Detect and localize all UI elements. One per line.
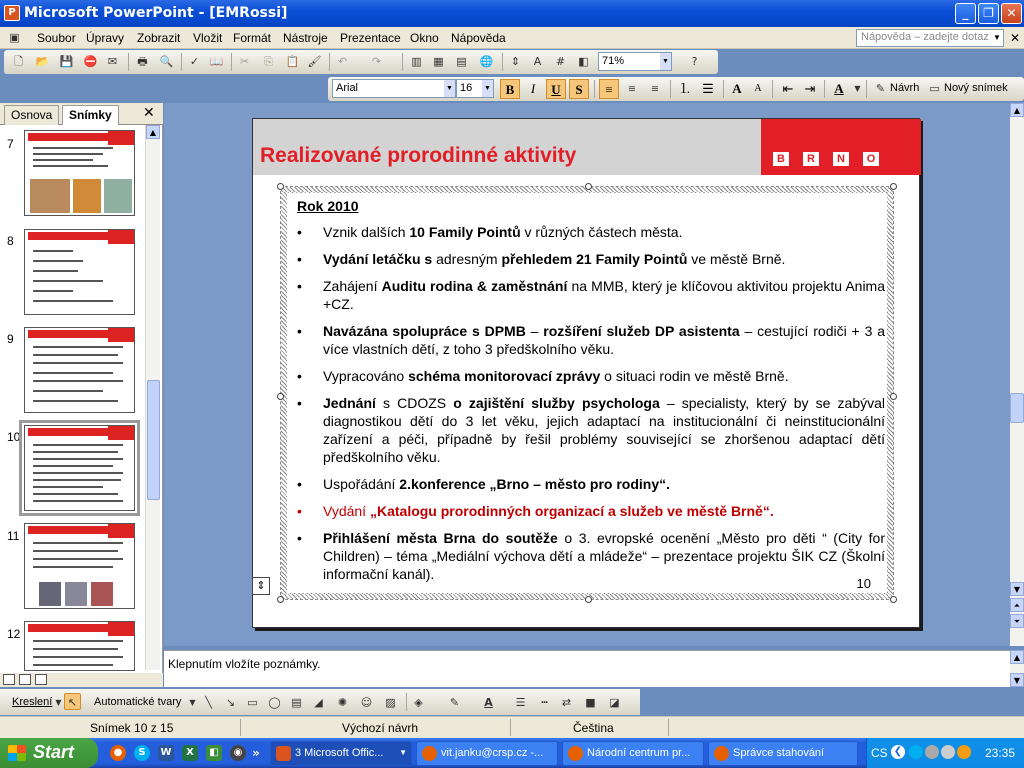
firefox-icon — [422, 746, 437, 761]
dropdown-arrow-icon[interactable]: ▼ — [660, 53, 671, 70]
help-placeholder: Nápověda – zadejte dotaz — [861, 31, 989, 43]
menu-upravy[interactable]: Úpravy — [86, 31, 125, 45]
menu-format[interactable]: Formát — [233, 31, 272, 45]
slide-thumbnail-8[interactable] — [24, 229, 135, 315]
notes-pane[interactable] — [164, 650, 1010, 687]
open-icon[interactable]: 📂 — [35, 55, 50, 68]
resize-handle[interactable] — [585, 596, 592, 603]
separator — [128, 53, 129, 71]
slide-title[interactable]: Realizované prorodinné aktivity — [260, 144, 577, 167]
separator — [402, 53, 403, 71]
diagram-icon[interactable]: ✺ — [337, 696, 348, 709]
bullet-item — [297, 223, 885, 241]
text: v různých částech města. — [520, 224, 683, 240]
text: o 3. evropské ocenění „Město pro děti “ (City for Children) – téma „Mediální výchova dětí a mládeže“ – prezentace projektu ŠIK CZ (Školní informační kanál). — [323, 530, 885, 582]
line-color-icon[interactable]: ✎ — [449, 696, 460, 709]
arrow-style-icon[interactable]: ⇄ — [561, 696, 572, 709]
taskbar-item-powerpoint[interactable]: 3 Microsoft Offic... ▼ — [270, 741, 412, 766]
bold-text: Vydání letáčku s — [323, 251, 433, 267]
resize-handle[interactable] — [277, 596, 284, 603]
slideshow-view-icon[interactable] — [35, 674, 47, 685]
bold-text: schéma monitorovací zprávy — [408, 368, 601, 384]
scroll-down-icon[interactable]: ▼ — [1010, 673, 1024, 687]
document-icon[interactable]: ▣ — [9, 31, 20, 44]
slide-number: 10 — [7, 430, 21, 444]
resize-handle[interactable] — [890, 183, 897, 190]
menu-nastroje[interactable]: Nástroje — [283, 31, 328, 45]
start-label: Start — [33, 742, 75, 762]
separator — [502, 53, 503, 71]
slide-number: 8 — [7, 234, 14, 248]
separator — [723, 80, 724, 98]
year-heading: Rok 2010 — [297, 198, 359, 214]
text: adresným — [432, 251, 502, 267]
bold-text: o zajištění služby psychologa — [453, 395, 660, 411]
menu-okno[interactable]: Okno — [410, 31, 439, 45]
windows-logo-icon — [8, 745, 26, 761]
slide-number: 7 — [7, 137, 14, 151]
desktop-icon[interactable]: ◧ — [206, 745, 222, 761]
zoom-select[interactable] — [598, 52, 672, 71]
separator — [231, 53, 232, 71]
dropdown-arrow-icon[interactable]: ▼ — [55, 698, 62, 707]
oval-icon[interactable]: ◯ — [268, 696, 281, 709]
bold-text: Jednání — [323, 395, 376, 411]
content-text-box[interactable] — [281, 187, 893, 599]
bullet-item — [297, 475, 885, 493]
research-icon[interactable]: 📖 — [209, 55, 224, 68]
underline-button[interactable]: U — [546, 79, 566, 99]
menu-vlozit[interactable]: Vložit — [193, 31, 223, 45]
bold-text: „Katalogu prorodinných organizací a služeb ve městě Brně“. — [369, 503, 774, 519]
antivirus-icon[interactable] — [957, 745, 971, 759]
font-select[interactable] — [332, 79, 456, 98]
align-center-icon[interactable]: ≡ — [628, 81, 636, 96]
dropdown-arrow-icon[interactable]: ▼ — [444, 80, 455, 97]
resize-handle[interactable] — [890, 596, 897, 603]
volume-icon[interactable] — [941, 745, 955, 759]
menu-napoveda[interactable]: Nápověda — [451, 31, 506, 45]
permission-icon[interactable]: ⛔ — [83, 55, 98, 68]
taskbar-item-email[interactable]: vit.janku@crsp.cz -... — [416, 741, 558, 766]
standard-toolbar — [4, 50, 718, 74]
picture-icon[interactable]: ▨ — [385, 696, 396, 709]
system-tray — [866, 738, 1024, 768]
font-color-icon[interactable]: A — [484, 696, 493, 709]
autoshapes-menu-button[interactable]: Automatické tvary — [94, 696, 182, 708]
shadow-style-icon[interactable]: ■ — [585, 696, 596, 709]
design-icon[interactable]: ✎ — [875, 82, 886, 95]
wordart-icon[interactable]: ◢ — [314, 696, 323, 709]
scroll-up-icon[interactable]: ▲ — [1010, 103, 1024, 117]
design-button[interactable]: Návrh — [890, 82, 920, 94]
font-size-select[interactable] — [456, 79, 494, 98]
scroll-thumb[interactable] — [1010, 393, 1024, 423]
format-painter-icon[interactable]: 🖌 — [307, 55, 322, 68]
resize-handle[interactable] — [277, 393, 284, 400]
bullet-item — [297, 394, 885, 466]
decrease-indent-icon[interactable]: ⇤ — [782, 81, 794, 96]
numbering-icon[interactable]: ⒈ — [678, 81, 692, 96]
increase-indent-icon[interactable]: ⇥ — [804, 81, 816, 96]
bold-text: 10 Family Pointů — [409, 224, 521, 240]
arrow-icon[interactable]: ↘ — [225, 696, 236, 709]
select-objects-icon[interactable]: ↖ — [64, 693, 81, 710]
tray-arrow-icon[interactable]: ❮ — [891, 745, 905, 759]
start-button[interactable] — [0, 738, 98, 768]
spelling-icon[interactable]: ✓ — [189, 55, 200, 68]
shadow-button[interactable]: S — [569, 79, 589, 99]
logo-letter: B — [773, 152, 789, 166]
bullets-icon[interactable]: ☰ — [702, 81, 714, 96]
font-name: Arial — [336, 82, 359, 94]
tables-borders-icon[interactable]: ▤ — [456, 55, 467, 68]
cut-icon[interactable]: ✂ — [239, 55, 250, 68]
slide-thumbnail-7[interactable] — [24, 130, 135, 216]
close-button[interactable]: ✕ — [1001, 3, 1022, 24]
text: Vydání — [323, 503, 370, 519]
bold-text: 2.konference „Brno – město pro rodiny“. — [399, 476, 671, 492]
show-formatting-icon[interactable]: A — [533, 55, 542, 68]
powerpoint-icon: P — [4, 5, 20, 21]
bold-text: Přihlášení města Brna do soutěže — [323, 530, 558, 546]
logo-letter: R — [803, 152, 819, 166]
slide-page-number: 10 — [856, 576, 871, 591]
increase-font-icon[interactable]: A — [732, 81, 742, 96]
textbox-icon[interactable]: ▤ — [291, 696, 302, 709]
minimize-button[interactable]: _ — [955, 3, 976, 24]
save-icon[interactable]: 💾 — [59, 55, 74, 68]
scroll-down-icon[interactable]: ▼ — [1010, 582, 1024, 596]
dropdown-arrow-icon[interactable]: ▼ — [993, 33, 1001, 42]
bullet-list — [297, 223, 885, 583]
firefox-icon — [714, 746, 729, 761]
vertical-scrollbar[interactable] — [1010, 103, 1024, 646]
resize-handle[interactable] — [890, 393, 897, 400]
drawing-toolbar — [0, 689, 640, 715]
fill-color-icon[interactable]: ◈ — [414, 696, 423, 709]
slide-thumbnail-9[interactable] — [24, 327, 135, 413]
title-bar — [0, 0, 1024, 27]
dropdown-arrow-icon[interactable]: ▼ — [482, 80, 493, 97]
text: ve městě Brně. — [687, 251, 786, 267]
text: Uspořádání — [323, 476, 400, 492]
new-slide-icon[interactable]: ▭ — [929, 82, 940, 95]
language-indicator[interactable]: CS — [871, 746, 888, 760]
text-content[interactable] — [297, 197, 885, 592]
dash-style-icon[interactable]: ┅ — [541, 696, 548, 709]
notes-placeholder: Klepnutím vložíte poznámky. — [168, 657, 321, 671]
close-icon[interactable]: ✕ — [143, 105, 155, 121]
zoom-value: 71% — [602, 55, 625, 67]
clock: 23:35 — [985, 746, 1016, 760]
insert-chart-icon[interactable]: ▥ — [411, 55, 422, 68]
tab-outline[interactable]: Osnova — [4, 105, 59, 125]
redo-icon[interactable]: ↷ — [371, 55, 382, 68]
scroll-thumb[interactable] — [147, 380, 160, 500]
menu-soubor[interactable]: Soubor — [37, 31, 76, 45]
taskbar — [0, 738, 1024, 768]
bullet-item — [297, 529, 885, 583]
formatting-toolbar — [328, 77, 1024, 101]
scroll-up-icon[interactable]: ▲ — [1010, 650, 1024, 664]
status-bar — [0, 716, 1024, 738]
text: – cestující rodiči + 3 a více vlastních dětí, z toho 3 předškolního věku. — [323, 323, 885, 357]
hyperlink-icon[interactable]: 🌐 — [479, 55, 494, 68]
word-icon[interactable]: W — [158, 745, 174, 761]
normal-view-icon[interactable] — [3, 674, 15, 685]
text: Vypracováno — [323, 368, 409, 384]
slide-number: 9 — [7, 332, 14, 346]
text: – — [525, 323, 544, 339]
window-title: Microsoft PowerPoint - [EMRossi] — [24, 5, 288, 21]
notes-scrollbar[interactable] — [1010, 650, 1024, 687]
print-preview-icon[interactable]: 🔍 — [159, 55, 174, 68]
skype-icon[interactable]: S — [134, 745, 150, 761]
firefox-icon — [568, 746, 583, 761]
bold-text: rozšíření služeb DP asistenta — [543, 323, 740, 339]
logo-letter: O — [863, 152, 879, 166]
bold-text: Navázána spolupráce s DPMB — [323, 323, 526, 339]
taskbar-item-browser[interactable]: Národní centrum pr... — [562, 741, 704, 766]
print-icon[interactable]: 🖶 — [137, 55, 148, 68]
menu-zobrazit[interactable]: Zobrazit — [137, 31, 181, 45]
italic-button[interactable]: I — [530, 81, 536, 96]
excel-icon[interactable]: X — [182, 745, 198, 761]
font-size-value: 16 — [460, 82, 473, 94]
3d-style-icon[interactable]: ◪ — [609, 696, 620, 709]
language-indicator: Čeština — [573, 721, 614, 735]
line-style-icon[interactable]: ☰ — [515, 696, 526, 709]
separator — [866, 80, 867, 98]
copy-icon[interactable]: ⎘ — [264, 55, 273, 68]
resize-handle[interactable] — [277, 183, 284, 190]
bullet-item — [297, 502, 885, 520]
media-icon[interactable]: ◉ — [230, 745, 246, 761]
pane-tabs — [0, 103, 163, 125]
bullet-item — [297, 367, 885, 385]
text: Zahájení — [323, 278, 382, 294]
separator — [406, 693, 407, 711]
separator — [772, 80, 773, 98]
dropdown-arrow-icon: ▼ — [399, 748, 407, 757]
dropdown-arrow-icon[interactable]: ▼ — [189, 698, 196, 707]
bullet-item — [297, 250, 885, 268]
paste-icon[interactable]: 📋 — [285, 55, 300, 68]
align-right-icon[interactable]: ≡ — [651, 81, 659, 96]
slide-thumbnail-12[interactable] — [24, 621, 135, 671]
previous-slide-icon[interactable]: ⏶ — [1010, 598, 1024, 612]
slide-indicator: Snímek 10 z 15 — [90, 721, 174, 735]
design-template-name: Výchozí návrh — [342, 721, 419, 735]
quick-launch-overflow-icon[interactable]: » — [252, 746, 260, 760]
separator — [594, 80, 595, 98]
insert-table-icon[interactable]: ▦ — [433, 55, 444, 68]
text: o situaci rodin ve městě Brně. — [600, 368, 789, 384]
slide-thumbnail-11[interactable] — [24, 523, 135, 609]
autofit-options-icon[interactable]: ⇕ — [252, 577, 270, 595]
rectangle-icon[interactable]: ▭ — [247, 696, 258, 709]
color-grayscale-icon[interactable]: ◧ — [578, 55, 589, 68]
new-icon[interactable]: 🗋 — [14, 55, 23, 68]
firefox-icon[interactable]: ● — [110, 745, 126, 761]
slide-number: 12 — [7, 627, 21, 641]
bold-button[interactable]: B — [500, 79, 520, 99]
slides-pane — [0, 103, 163, 673]
document-close-icon[interactable]: ✕ — [1010, 31, 1021, 45]
expand-icon[interactable]: ⇕ — [510, 55, 521, 68]
view-buttons — [0, 673, 163, 687]
separator — [329, 53, 330, 71]
bullet-item — [297, 277, 885, 313]
undo-icon[interactable]: ↶ — [337, 55, 348, 68]
skype-tray-icon[interactable] — [909, 745, 923, 759]
scroll-up-icon[interactable]: ▲ — [146, 125, 160, 139]
clipart-icon[interactable]: ☺ — [360, 696, 373, 709]
email-icon[interactable]: ✉ — [107, 55, 118, 68]
slide-sorter-view-icon[interactable] — [19, 674, 31, 685]
text: s CDOZS — [375, 395, 454, 411]
text: na MMB, který je klíčovou aktivitou projektu Anima +CZ. — [323, 278, 886, 312]
separator — [181, 53, 182, 71]
draw-menu-button[interactable]: Kreslení — [12, 696, 53, 708]
network-icon[interactable] — [925, 745, 939, 759]
separator — [670, 80, 671, 98]
slide-number: 11 — [7, 529, 20, 543]
separator — [824, 80, 825, 98]
bold-text: Auditu rodina & zaměstnání — [381, 278, 568, 294]
resize-handle[interactable] — [585, 183, 592, 190]
new-slide-button[interactable]: Nový snímek — [944, 82, 1008, 94]
font-color-icon[interactable]: A — [834, 81, 844, 96]
tab-slides[interactable]: Snímky — [62, 105, 119, 125]
next-slide-icon[interactable]: ⏷ — [1010, 614, 1024, 628]
align-left-icon[interactable]: ≡ — [599, 79, 619, 99]
help-icon[interactable]: ? — [691, 55, 698, 68]
bullet-item — [297, 322, 885, 358]
help-search-input[interactable] — [856, 29, 1004, 47]
maximize-button[interactable]: ❐ — [978, 3, 999, 24]
text: Vznik dalších — [323, 224, 410, 240]
brno-logo — [761, 119, 921, 175]
line-icon[interactable]: ╲ — [205, 696, 212, 709]
menu-prezentace[interactable]: Prezentace — [340, 31, 401, 45]
powerpoint-icon — [276, 746, 291, 761]
logo-letter: N — [833, 152, 849, 166]
decrease-font-icon[interactable]: A — [754, 83, 762, 94]
taskbar-item-downloads[interactable]: Správce stahování — [708, 741, 858, 766]
slides-scrollbar[interactable] — [145, 125, 160, 670]
dropdown-arrow-icon[interactable]: ▼ — [854, 84, 861, 93]
grid-icon[interactable]: # — [555, 55, 566, 68]
bold-text: přehledem 21 Family Pointů — [501, 251, 688, 267]
text: – specialisty, který by se zabýval diagnostikou dětí do 3 let věku, jejich adaptací na institucionální či neinstitucionální zařízení a péči, případně by řešil problémy související se zhoršenou adaptací dětí předškolního věku. — [323, 395, 885, 465]
slide — [252, 118, 920, 628]
slide-thumbnail-10[interactable] — [24, 425, 135, 511]
